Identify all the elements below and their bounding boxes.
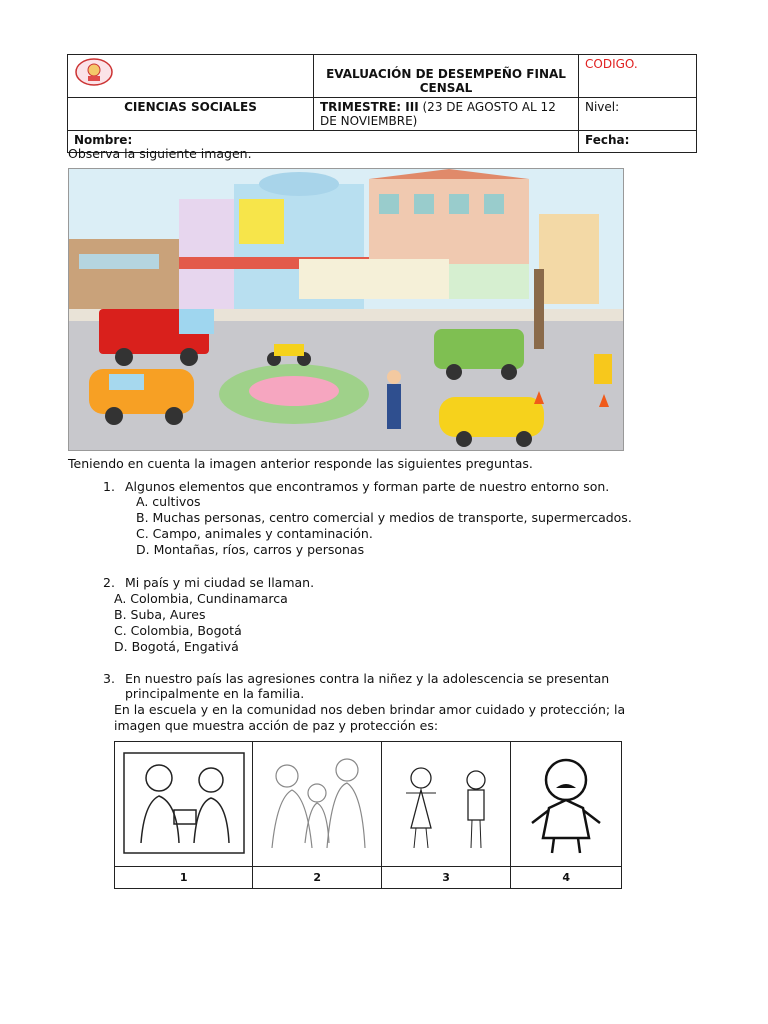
trimester-label: TRIMESTRE: III — [320, 100, 419, 114]
question-2-text: Mi país y mi ciudad se llaman. — [125, 575, 315, 590]
question-1-option-b: B. Muchas personas, centro comercial y medios de transporte, supermercados. — [136, 510, 632, 525]
school-logo-icon — [74, 57, 114, 87]
question-2-option-d: D. Bogotá, Engativá — [114, 639, 239, 654]
date-label: Fecha: — [579, 131, 697, 153]
question-1-text: Algunos elementos que encontramos y forman parte de nuestro entorno son. — [125, 479, 610, 494]
header-table — [67, 54, 697, 153]
picture-options-table — [114, 741, 622, 889]
picture-number-3: 3 — [381, 867, 510, 889]
picture-number-4: 4 — [511, 867, 622, 889]
question-1-number: 1. — [103, 479, 115, 494]
question-2-option-a: A. Colombia, Cundinamarca — [114, 591, 288, 606]
question-1-option-d: D. Montañas, ríos, carros y personas — [136, 542, 365, 557]
crying-child-illustration-icon — [514, 748, 619, 858]
trimester-cell — [314, 98, 579, 131]
question-2-option-b: B. Suba, Aures — [114, 607, 206, 622]
question-3-line-2: principalmente en la familia. — [125, 686, 305, 701]
name-label: Nombre: — [68, 131, 579, 153]
picture-number-2: 2 — [253, 867, 381, 889]
picture-option-2 — [253, 742, 381, 867]
two-children-illustration-icon — [386, 748, 506, 858]
question-2-number: 2. — [103, 575, 115, 590]
question-1-option-c: C. Campo, animales y contaminación. — [136, 526, 373, 541]
picture-option-3 — [381, 742, 510, 867]
trimester-dates: (23 DE AGOSTO AL 12 DE NOVIEMBRE) — [320, 100, 556, 128]
picture-option-4 — [511, 742, 622, 867]
question-3-number: 3. — [103, 671, 115, 686]
instruction-text: Teniendo en cuenta la imagen anterior responde las siguientes preguntas. — [68, 456, 533, 471]
intro-text: Observa la siguiente imagen. — [68, 146, 252, 161]
picture-option-1 — [115, 742, 253, 867]
level-label: Nivel: — [579, 98, 697, 131]
question-3-line-1: En nuestro país las agresiones contra la niñez y la adolescencia se presentan — [125, 671, 610, 686]
family-hug-illustration-icon — [257, 748, 377, 858]
question-1-option-a: A. cultivos — [136, 494, 201, 509]
question-3-line-4: imagen que muestra acción de paz y protección es: — [114, 718, 439, 733]
code-label: CODIGO. — [579, 55, 697, 98]
question-2-option-c: C. Colombia, Bogotá — [114, 623, 242, 638]
exam-title: EVALUACIÓN DE DESEMPEÑO FINAL CENSAL — [314, 55, 579, 98]
caring-people-illustration-icon — [119, 748, 249, 858]
subject-label: CIENCIAS SOCIALES — [68, 98, 314, 131]
city-scene-image — [68, 168, 624, 451]
question-3-line-3: En la escuela y en la comunidad nos deben brindar amor cuidado y protección; la — [114, 702, 626, 717]
picture-number-1: 1 — [115, 867, 253, 889]
logo-cell — [68, 55, 314, 98]
